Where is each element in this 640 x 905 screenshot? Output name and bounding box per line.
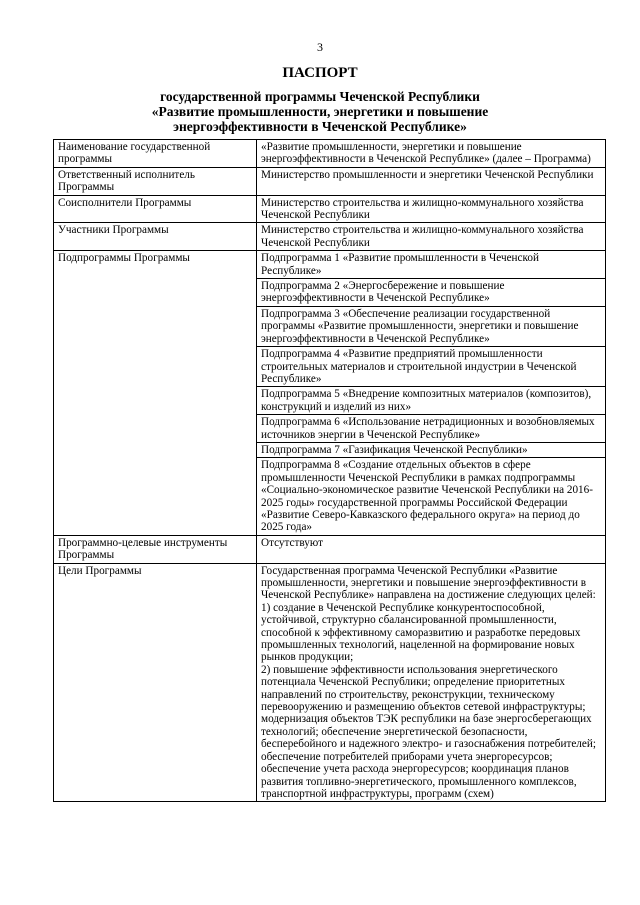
row-label: Программно-целевые инструменты Программы	[54, 535, 257, 563]
row-label: Цели Программы	[54, 563, 257, 802]
row-value: «Развитие промышленности, энергетики и повышение энергоэффективности в Чеченской Республике» (далее – Программа)	[257, 140, 606, 168]
row-value: Подпрограмма 2 «Энергосбережение и повышение энергоэффективности в Чеченской Республике»	[257, 279, 606, 307]
row-label: Ответственный исполнитель Программы	[54, 167, 257, 195]
subtitle-line: «Развитие промышленности, энергетики и повышение	[151, 104, 489, 119]
table-row	[54, 535, 606, 563]
title-passport: ПАСПОРТ	[282, 65, 358, 81]
row-value: Подпрограмма 5 «Внедрение композитных материалов (композитов), конструкций и изделий из них»	[257, 387, 606, 415]
row-value: Подпрограмма 8 «Создание отдельных объектов в сфере промышленности Чеченской Республики в рамках подпрограммы «Социально-экономическое развитие Чеченской Республики на 2016-2025 годы» государственной программы Российской Федерации «Развитие Северо-Кавказского федерального округа» на период до 2025 года»	[257, 458, 606, 535]
table-row	[54, 223, 606, 251]
passport-table	[53, 139, 606, 802]
row-label: Наименование государственной программы	[54, 140, 257, 168]
table-row	[54, 195, 606, 223]
subtitle-line: государственной программы Чеченской Республики	[160, 89, 480, 104]
table-row	[54, 563, 606, 802]
page-number: 3	[317, 40, 323, 54]
table-row	[54, 140, 606, 168]
row-value: Подпрограмма 7 «Газификация Чеченской Республики»	[257, 442, 606, 457]
row-value: Подпрограмма 4 «Развитие предприятий промышленности строительных материалов и строительной индустрии в Чеченской Республике»	[257, 347, 606, 387]
row-label: Участники Программы	[54, 223, 257, 251]
row-value: Отсутствуют	[257, 535, 606, 563]
table-row	[54, 167, 606, 195]
row-value: Министерство строительства и жилищно-коммунального хозяйства Чеченской Республики	[257, 223, 606, 251]
row-label: Соисполнители Программы	[54, 195, 257, 223]
subtitle-line: энергоэффективности в Чеченской Республике»	[173, 119, 467, 134]
row-value: Подпрограмма 6 «Использование нетрадиционных и возобновляемых источников энергии в Чеченской Республике»	[257, 415, 606, 443]
document-title	[0, 66, 640, 134]
table-row	[54, 251, 606, 279]
row-value: Государственная программа Чеченской Республики «Развитие промышленности, энергетики и повышение энергоэффективности в Чеченской Республике» направлена на достижение следующих целей: 1) создание в Чеченской Республике конкурентоспособной, устойчивой, структурно сбалансированной промышленности, способной к эффективному саморазвитию и разработке передовых промышленных технологий, нацеленной на формирование новых рынков продукции; 2) повышение эффективности использования энергетического потенциала Чеченской Республики; определение приоритетных направлений по строительству, реконструкции, техническому перевооружению и размещению объектов сетевой инфраструктуры; модернизация объектов ТЭК республики на базе энергосберегающих технологий; обеспечение энергетической безопасности, бесперебойного и надежного электро- и газоснабжения потребителей; обеспечение потребителей приборами учета энергоресурсов; обеспечение учета расхода энергоресурсов; координация планов развития топливно-энергетического, промышленного комплексов, транспортной инфраструктуры, программ (схем)	[257, 563, 606, 802]
row-value: Министерство строительства и жилищно-коммунального хозяйства Чеченской Республики	[257, 195, 606, 223]
row-value: Подпрограмма 1 «Развитие промышленности в Чеченской Республике»	[257, 251, 606, 279]
row-value: Подпрограмма 3 «Обеспечение реализации государственной программы «Развитие промышленности, энергетики и повышение энергоэффективности в Чеченской Республике»	[257, 306, 606, 346]
row-value: Министерство промышленности и энергетики Чеченской Республики	[257, 167, 606, 195]
row-label: Подпрограммы Программы	[54, 251, 257, 536]
